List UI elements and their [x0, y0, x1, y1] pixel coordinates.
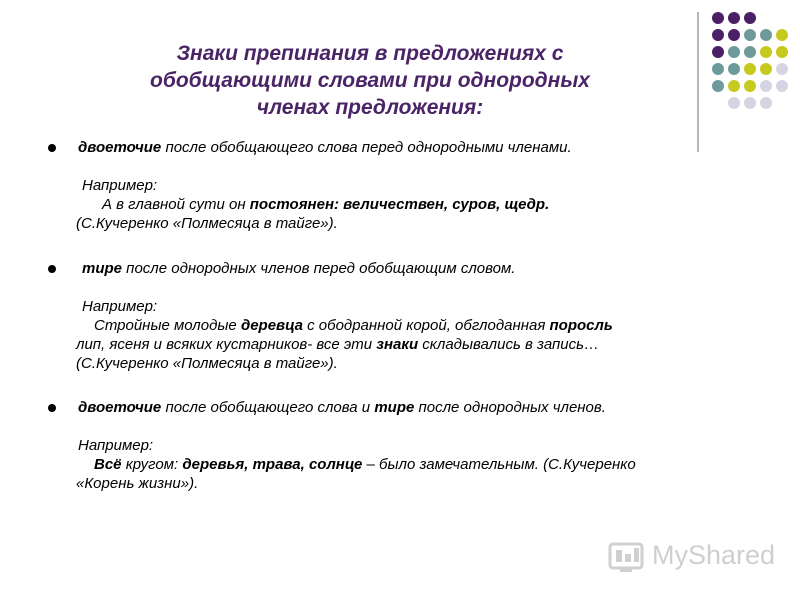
example-2-bold-a: деревца	[240, 317, 303, 334]
rule-3-text-1: после обобщающего слова и	[161, 399, 375, 416]
dot-row-3	[712, 46, 788, 58]
title-line-1: Знаки препинания в предложениях с	[176, 42, 564, 65]
decorative-divider	[697, 12, 699, 152]
watermark-text: MyShared	[652, 540, 776, 570]
dot-row-1	[712, 12, 756, 24]
title-line-3: членах предложения:	[256, 96, 484, 119]
rule-3-bold-1: двоеточие	[78, 399, 162, 416]
watermark-logo-icon	[606, 536, 650, 576]
example-2-text-d: складывались в запись…	[418, 336, 599, 353]
slide-content	[48, 138, 778, 493]
example-2-text-a: Стройные молодые	[94, 317, 241, 334]
rule-1	[48, 138, 778, 157]
example-2-text-c: лип, ясеня и всяких кустарников- все эти	[76, 336, 377, 353]
example-2-label: Например:	[82, 298, 158, 315]
example-3-label: Например:	[78, 437, 154, 454]
dot-row-6	[728, 97, 772, 109]
rule-3-text-2: после однородных членов.	[414, 399, 606, 416]
bullet-icon	[48, 404, 56, 412]
example-3-bold-b: деревья, трава, солнце	[182, 456, 363, 473]
example-1-line-1	[48, 195, 778, 214]
rule-2	[48, 259, 778, 278]
example-2-line-1	[48, 316, 778, 335]
rule-2-bold: тире	[82, 260, 123, 277]
dot-row-2	[712, 29, 788, 41]
bullet-icon	[48, 144, 56, 152]
example-3-bold-a: Всё	[94, 456, 122, 473]
rule-1-text: после обобщающего слова перед однородными членами.	[161, 139, 572, 156]
rule-1-bold: двоеточие	[78, 139, 162, 156]
rule-3-bold-2: тире	[374, 399, 415, 416]
bullet-icon	[48, 265, 56, 273]
example-2-line-2	[48, 335, 778, 354]
rule-2-text: после однородных членов перед обобщающим словом.	[122, 260, 516, 277]
example-1-bold: постоянен: величествен, суров, щедр.	[249, 196, 550, 213]
example-2-bold-b: поросль	[549, 317, 613, 334]
title-line-2: обобщающими словами при однородных	[150, 69, 590, 92]
slide-title	[70, 40, 670, 121]
example-1-label: Например:	[82, 177, 158, 194]
example-3-text-b: – было замечательным. (С.Кучеренко	[362, 456, 636, 473]
example-2-text-b: с ободранной корой, обглоданная	[302, 317, 550, 334]
example-1-text: А в главной сути он	[102, 196, 250, 213]
example-3-line-1	[48, 455, 778, 474]
example-2-line-3: (С.Кучеренко «Полмесяца в тайге»).	[76, 355, 338, 372]
example-1-line-2: (С.Кучеренко «Полмесяца в тайге»).	[76, 215, 338, 232]
rule-3	[48, 398, 778, 417]
watermark	[606, 536, 776, 576]
example-3-text-a: кругом:	[121, 456, 183, 473]
decorative-dot-grid	[710, 10, 800, 130]
example-3-line-2: «Корень жизни»).	[76, 475, 199, 492]
example-2-bold-c: знаки	[376, 336, 419, 353]
dot-row-4	[712, 63, 788, 75]
dot-row-5	[712, 80, 788, 92]
